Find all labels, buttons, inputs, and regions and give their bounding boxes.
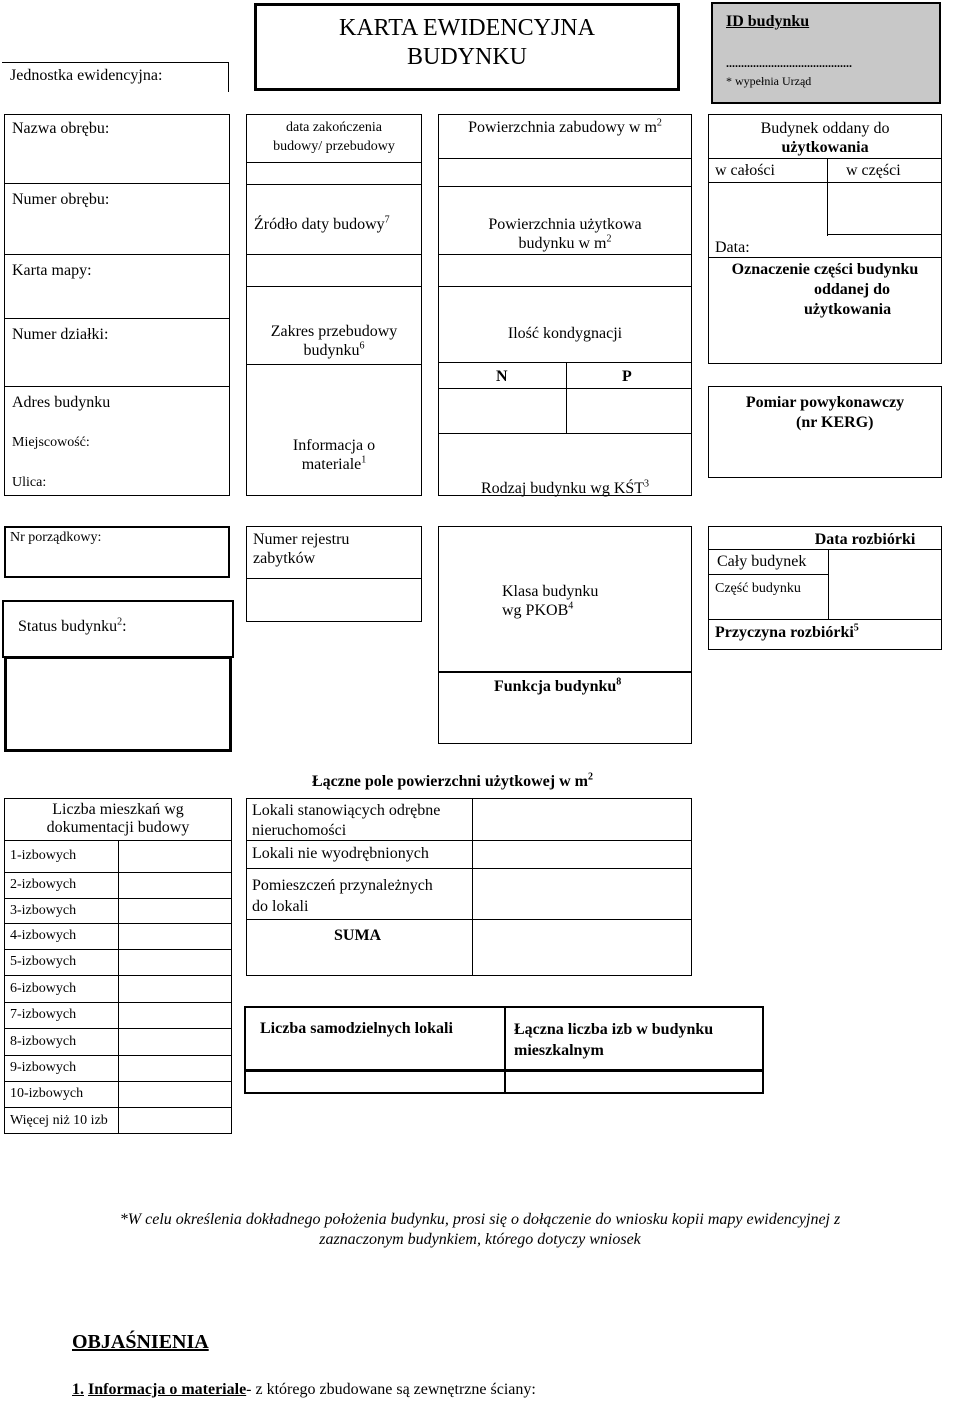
pow-uzytkowa-input[interactable] <box>439 255 691 286</box>
czesc-budynku-label: Część budynku <box>715 581 801 596</box>
zakres-przebudowy-label <box>248 322 420 360</box>
informacja-line2-text: materiale <box>301 456 362 473</box>
oznaczenie-line2: oddanej do <box>814 281 891 298</box>
suma-label: SUMA <box>334 927 382 944</box>
kondygnacje-p-input[interactable] <box>567 389 691 433</box>
data-zakonczenia-input[interactable] <box>247 163 421 184</box>
pow-uzytkowa-line2 <box>438 234 692 253</box>
suma-input[interactable] <box>473 920 691 975</box>
kondygnacje-p-label: P <box>622 368 632 385</box>
nazwa-obrebu-label: Nazwa obrębu: <box>12 120 110 137</box>
pomieszczen-label <box>252 875 433 917</box>
ilosc-kondygnacji-label: Ilość kondygnacji <box>507 325 623 342</box>
mieszkania-row-input[interactable] <box>119 976 231 1002</box>
separator <box>438 362 692 363</box>
mieszkania-row-input[interactable] <box>119 1108 231 1134</box>
rejestr-line2: zabytków <box>253 550 316 567</box>
izby-label <box>514 1019 713 1061</box>
data-zakonczenia-line1: data zakończenia <box>286 120 382 135</box>
data-zakonczenia-label <box>248 118 420 156</box>
rejestr-label <box>253 530 349 568</box>
przyczyna-sup: 5 <box>853 622 859 634</box>
rodzaj-text: Rodzaj budynku wg KŚT <box>480 480 645 497</box>
lokali-odrebne-label <box>252 801 440 841</box>
kondygnacje-n-input[interactable] <box>439 389 565 433</box>
status-value-box[interactable] <box>4 656 232 752</box>
czesc-budynku-input[interactable] <box>829 575 941 619</box>
kondygnacje-n-label: N <box>496 368 508 385</box>
pow-uzytkowa-label <box>438 215 692 253</box>
informacja-label <box>248 436 420 474</box>
id-note: * wypełnia Urząd <box>726 74 812 88</box>
klasa-sup: 4 <box>568 600 574 612</box>
id-dots: .......................................... <box>726 56 852 70</box>
rodzaj-sup: 3 <box>644 478 650 490</box>
informacja-line2 <box>248 455 420 474</box>
zakres-line1: Zakres przebudowy <box>270 323 398 340</box>
przyczyna-label <box>715 623 859 642</box>
separator <box>708 257 942 258</box>
w-calosci-label: w całości <box>715 162 775 179</box>
objasnienia-heading: OBJAŚNIENIA <box>72 1331 209 1353</box>
id-label: ID budynku <box>726 13 810 30</box>
item-1-text: - z którego zbudowane są zewnętrzne ściany: <box>246 1381 536 1398</box>
oddany-line1: Budynek oddany do <box>760 120 890 137</box>
footer-note-line2: zaznaczonym budynkiem, którego dotyczy wniosek <box>319 1231 641 1248</box>
oznaczenie-label <box>708 260 942 320</box>
separator <box>246 364 422 365</box>
oznaczenie-line3: użytkowania <box>804 301 892 318</box>
w-czesci-label: w części <box>846 162 901 179</box>
status-colon: : <box>122 618 127 635</box>
klasa-line1: Klasa budynku <box>502 583 599 600</box>
separator <box>4 254 230 255</box>
ulica-label: Ulica: <box>12 475 47 490</box>
separator <box>4 183 230 184</box>
zrodlo-daty-input[interactable] <box>247 255 421 285</box>
samodzielne-input[interactable] <box>246 1072 504 1092</box>
lokali-odrebne-line2: nieruchomości <box>252 822 347 839</box>
mieszkania-row-input[interactable] <box>119 924 231 949</box>
page-title-line2: BUDYNKU <box>407 44 527 70</box>
pomieszczen-input[interactable] <box>473 869 691 919</box>
data-rozbiorki-label: Data rozbiórki <box>814 531 916 548</box>
mieszkania-row-label: 10-izbowych <box>10 1086 84 1101</box>
zrodlo-daty-sup: 7 <box>384 214 390 226</box>
caly-budynek-label: Cały budynek <box>717 553 807 570</box>
status-text: Status budynku <box>18 618 118 635</box>
pomiar-line1: Pomiar powykonawczy <box>745 394 905 411</box>
nr-porzadkowy-label: Nr porządkowy: <box>10 530 102 545</box>
powierzchnia-heading-sup: 2 <box>587 771 593 783</box>
w-czesci-checkbox[interactable] <box>828 183 941 235</box>
mieszkania-row-label: 5-izbowych <box>10 954 77 969</box>
zakres-sup: 6 <box>359 340 365 352</box>
samodzielne-label: Liczba samodzielnych lokali <box>260 1020 453 1037</box>
informacja-line1: Informacja o <box>292 437 376 454</box>
mieszkania-row-input[interactable] <box>119 950 231 975</box>
funkcja-label <box>494 677 621 696</box>
pow-zabudowy-text: Powierzchnia zabudowy w m <box>468 119 657 136</box>
footer-note-line1: *W celu określenia dokładnego położenia budynku, prosi się o dołączenie do wniosku kopii mapy ewidencyjnej z <box>119 1211 841 1228</box>
mieszkania-row-label: 4-izbowych <box>10 928 77 943</box>
mieszkania-row-label: 2-izbowych <box>10 877 77 892</box>
pomiar-label <box>708 393 942 433</box>
przyczyna-text: Przyczyna rozbiórki <box>715 624 854 641</box>
status-label <box>18 617 127 636</box>
item-1-label: Informacja o materiale <box>88 1381 247 1398</box>
separator <box>438 286 692 287</box>
item-1-number: 1. <box>72 1381 84 1398</box>
lokali-nie-input[interactable] <box>473 841 691 868</box>
objasnienia-item-1 <box>72 1380 536 1399</box>
mieszkania-row-label: Więcej niż 10 izb <box>10 1113 108 1128</box>
funkcja-sup: 8 <box>616 676 622 688</box>
funkcja-input[interactable] <box>439 700 691 743</box>
mieszkania-row-input[interactable] <box>119 841 231 872</box>
data-zakonczenia-line2: budowy/ przebudowy <box>273 139 395 154</box>
rejestr-line1: Numer rejestru <box>253 531 350 548</box>
oddany-label <box>708 119 942 157</box>
mieszkania-row-input[interactable] <box>119 1082 231 1107</box>
separator <box>708 619 942 620</box>
lokali-odrebne-line1: Lokali stanowiących odrębne <box>252 802 441 819</box>
separator <box>246 286 422 287</box>
klasa-line2-text: wg PKOB <box>502 602 569 619</box>
mieszkania-row-input[interactable] <box>119 1056 231 1081</box>
powierzchnia-heading <box>312 772 593 791</box>
separator <box>708 574 828 575</box>
klasa-label <box>502 582 598 620</box>
separator <box>828 234 942 235</box>
informacja-sup: 1 <box>361 454 367 466</box>
w-calosci-checkbox[interactable] <box>709 183 826 235</box>
rodzaj-budynku-label <box>438 479 692 498</box>
mieszkania-row-input[interactable] <box>119 899 231 923</box>
pow-zabudowy-sup: 2 <box>656 117 662 129</box>
zakres-line2 <box>248 341 420 360</box>
klasa-input[interactable] <box>439 527 691 577</box>
mieszkania-heading-line2: dokumentacji budowy <box>46 819 190 836</box>
mieszkania-row-label: 8-izbowych <box>10 1034 77 1049</box>
status-sup: 2 <box>117 616 123 628</box>
separator <box>708 158 942 159</box>
pow-zabudowy-label <box>438 118 692 137</box>
zrodlo-daty-label <box>254 215 390 234</box>
funkcja-text: Funkcja budynku <box>494 678 617 695</box>
pow-uzytkowa-line1: Powierzchnia użytkowa <box>488 216 642 233</box>
header-separator <box>2 62 228 63</box>
numer-obrebu-label: Numer obrębu: <box>12 191 110 208</box>
mieszkania-row-label: 1-izbowych <box>10 848 77 863</box>
izby-input[interactable] <box>506 1072 762 1092</box>
miejscowosc-label: Miejscowość: <box>12 435 90 450</box>
separator <box>438 433 692 434</box>
pow-uzytkowa-line2-text: budynku w m <box>518 235 607 252</box>
pomieszczen-line1: Pomieszczeń przynależnych <box>252 877 433 894</box>
mieszkania-row-label: 3-izbowych <box>10 903 77 918</box>
mieszkania-row-label: 6-izbowych <box>10 981 77 996</box>
page-title-line1: KARTA EWIDENCYJNA <box>339 15 595 41</box>
separator <box>4 318 230 319</box>
mieszkania-row-input[interactable] <box>119 873 231 898</box>
lokali-odrebne-input[interactable] <box>473 799 691 840</box>
pow-zabudowy-input[interactable] <box>439 159 691 185</box>
header-separator-v <box>228 62 229 92</box>
caly-budynek-input[interactable] <box>829 550 941 574</box>
klasa-line2 <box>502 601 598 620</box>
page-title <box>257 14 677 72</box>
mieszkania-row-input[interactable] <box>119 1003 231 1028</box>
izby-line1: Łączna liczba izb w budynku <box>514 1021 714 1038</box>
footer-note <box>0 1210 960 1250</box>
oddany-line2: użytkowania <box>781 139 869 156</box>
pomieszczen-line2: do lokali <box>252 898 309 915</box>
data-oddania-label: Data: <box>715 239 750 256</box>
mieszkania-row-input[interactable] <box>119 1029 231 1055</box>
numer-dzialki-label: Numer działki: <box>12 326 109 343</box>
karta-mapy-label: Karta mapy: <box>12 262 92 279</box>
zakres-line2-text: budynku <box>303 342 360 359</box>
rejestr-input[interactable] <box>247 579 421 621</box>
izby-line2: mieszkalnym <box>514 1042 604 1059</box>
separator <box>4 386 230 387</box>
mieszkania-heading-line1: Liczba mieszkań wg <box>52 801 184 818</box>
mieszkania-row-label: 9-izbowych <box>10 1060 77 1075</box>
jednostka-label: Jednostka ewidencyjna: <box>10 67 163 84</box>
zrodlo-daty-text: Źródło daty budowy <box>254 216 385 233</box>
pomiar-line2: (nr KERG) <box>796 414 874 431</box>
separator <box>438 186 692 187</box>
mieszkania-row-label: 7-izbowych <box>10 1007 77 1022</box>
powierzchnia-heading-text: Łączne pole powierzchni użytkowej w m <box>312 773 588 790</box>
oznaczenie-line1: Oznaczenie części budynku <box>731 261 919 278</box>
adres-budynku-label: Adres budynku <box>12 394 111 411</box>
pow-uzytkowa-sup: 2 <box>606 233 612 245</box>
separator <box>246 184 422 185</box>
mieszkania-heading <box>4 801 232 837</box>
lokali-nie-label: Lokali nie wyodrębnionych <box>252 845 429 862</box>
